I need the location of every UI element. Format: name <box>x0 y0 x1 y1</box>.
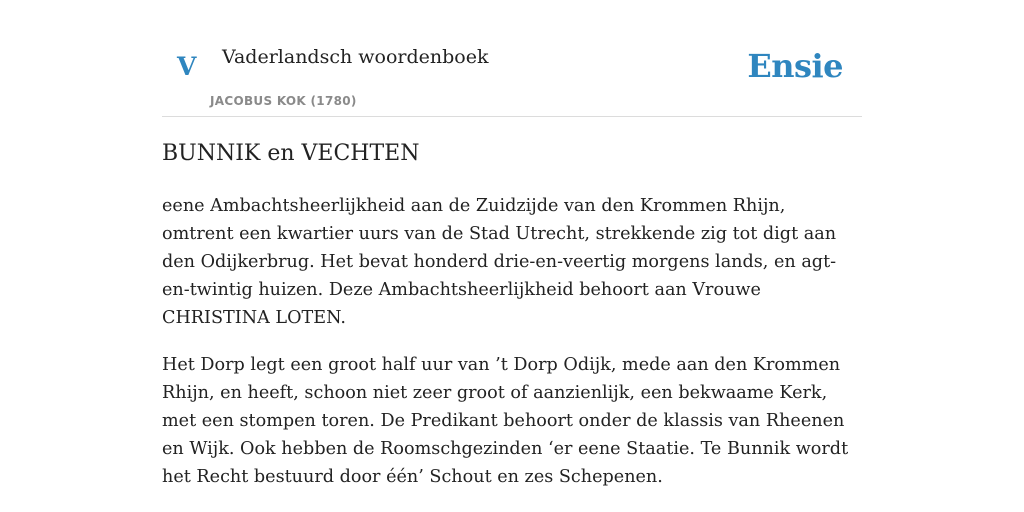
entry-paragraph: eene Ambachtsheerlijkheid aan de Zuidzijde van den Krommen Rhijn, omtrent een kwartier uurs van de Stad Utrecht, strekkende zig tot digt aan den Odijkerbrug. Het bevat honderd drie-en-veertig morgens lands, en agt-en-twintig huizen. Deze Ambachtsheerlijkheid behoort aan Vrouwe CHRISTINA LOTEN. <box>162 196 837 328</box>
author-line: JACOBUS KOK (1780) <box>210 94 357 108</box>
header <box>162 0 862 117</box>
book-title-link[interactable]: Vaderlandsch woordenboek <box>222 46 489 68</box>
entry-body <box>162 192 862 510</box>
book-logo: V <box>177 52 197 81</box>
entry-title: BUNNIK en VECHTEN <box>162 141 420 166</box>
ensie-logo-link[interactable]: Ensie <box>747 47 843 85</box>
entry-paragraph: Het Dorp legt een groot half uur van ’t Dorp Odijk, mede aan den Krommen Rhijn, en heeft, schoon niet zeer groot of aanzienlijk, een bekwaame Kerk, met een stompen toren. De Predikant behoort onder de klassis van Rheenen en Wijk. Ook hebben de Roomschgezinden ‘er eene Staatie. Te Bunnik wordt het Recht bestuurd door één’ Schout en zes Schepenen. <box>162 355 849 487</box>
page <box>162 0 862 487</box>
